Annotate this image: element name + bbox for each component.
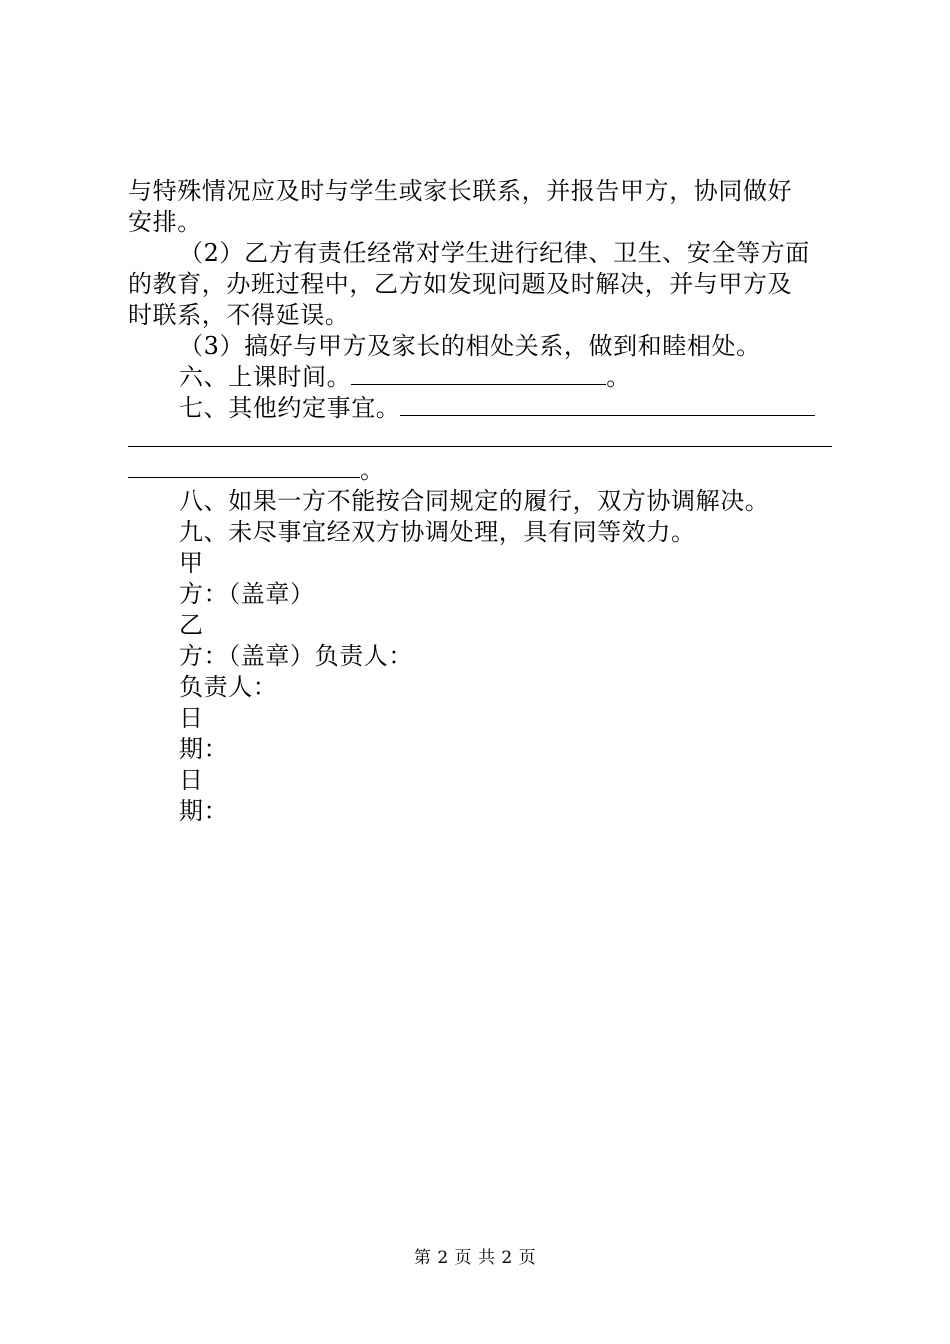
paragraph-line: 安排。: [128, 208, 202, 236]
other-matters-line: [128, 393, 832, 424]
class-time-blank: [351, 362, 606, 385]
other-matters-blank: [128, 455, 360, 478]
signature-line: 甲: [179, 549, 204, 577]
class-time-end: 。: [606, 363, 631, 391]
page-footer: 第 2 页 共 2 页: [413, 1248, 537, 1268]
signature-line: 期：: [179, 797, 229, 825]
other-matters-blank: [128, 424, 832, 447]
signature-line: 日: [179, 766, 204, 794]
signature-line: 日: [179, 704, 204, 732]
other-matters-blank: [400, 393, 815, 416]
other-matters-end: 。: [360, 456, 385, 484]
signature-line: 期：: [179, 735, 229, 763]
item-8: 八、如果一方不能按合同规定的履行，双方协调解决。: [179, 487, 770, 515]
class-time-label: 六、上课时间。: [179, 363, 352, 391]
paragraph-line: 的教育，办班过程中，乙方如发现问题及时解决，并与甲方及: [128, 270, 793, 298]
item-9: 九、未尽事宜经双方协调处理，具有同等效力。: [179, 518, 696, 546]
other-matters-label: 七、其他约定事宜。: [179, 394, 401, 422]
class-time-line: [128, 362, 832, 393]
paragraph-line: 与特殊情况应及时与学生或家长联系，并报告甲方，协同做好: [128, 177, 793, 205]
signature-line: 负责人：: [179, 673, 278, 701]
paragraph-line: 时联系，不得延误。: [128, 301, 350, 329]
paragraph-line: （3）搞好与甲方及家长的相处关系，做到和睦相处。: [179, 332, 761, 360]
other-matters-line-2: [128, 424, 832, 455]
signature-line: 方：（盖章）: [179, 580, 315, 608]
other-matters-line-3: [128, 455, 832, 486]
contract-body: [128, 176, 832, 827]
signature-line: 方：（盖章）负责人：: [179, 642, 413, 670]
paragraph-line: （2）乙方有责任经常对学生进行纪律、卫生、安全等方面: [179, 239, 810, 267]
signature-line: 乙: [179, 611, 204, 639]
